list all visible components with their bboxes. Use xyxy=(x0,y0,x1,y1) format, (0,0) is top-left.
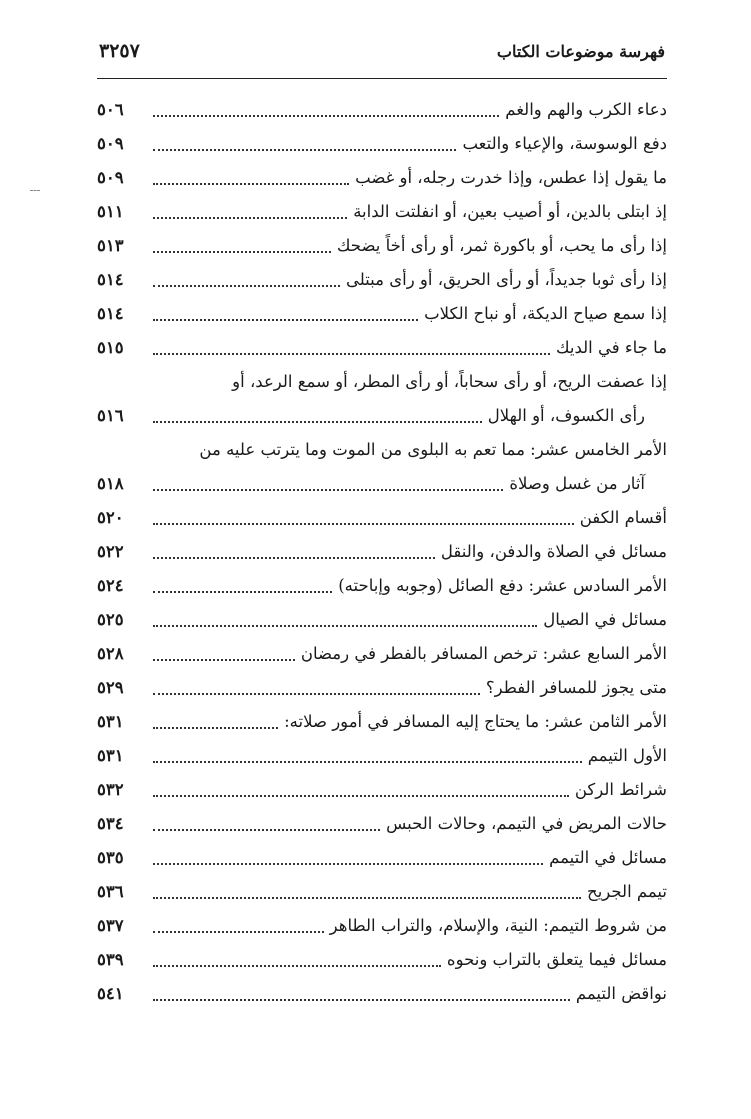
toc-entry-page: ٥٣٧ xyxy=(97,916,124,935)
toc-entry xyxy=(97,671,667,705)
dot-leader xyxy=(153,182,349,185)
toc-entry xyxy=(97,399,667,433)
toc-entry xyxy=(97,637,667,671)
toc-entry xyxy=(97,603,667,637)
dot-leader xyxy=(153,318,418,321)
running-title: فهرسة موضوعات الكتاب xyxy=(496,42,665,61)
toc-entry-title: ما يقول إذا عطس، وإذا خدرت رجله، أو غضب xyxy=(355,168,667,187)
toc-entry-title: مسائل في الصلاة والدفن، والنقل xyxy=(440,542,667,561)
toc-entry xyxy=(97,161,667,195)
toc-entry-title: مسائل في الصيال xyxy=(543,610,667,629)
toc-entry-title: أقسام الكفن xyxy=(579,508,667,527)
toc-entry-page: ٥٣٤ xyxy=(97,814,124,833)
toc-entry-page: ٥٠٩ xyxy=(97,134,124,153)
toc-entry-title: الأمر الثامن عشر: ما يحتاج إليه المسافر في أمور صلاته: xyxy=(284,712,667,731)
toc-entry-page: ٥٠٩ xyxy=(97,168,124,187)
margin-mark xyxy=(30,190,40,191)
toc-entry-title: إذ ابتلى بالدين، أو أصيب بعين، أو انفلتت الدابة xyxy=(353,202,667,221)
toc-entry-page: ٥٣١ xyxy=(97,712,124,731)
dot-leader xyxy=(153,420,482,423)
toc-entry-title-line: الأمر الخامس عشر: مما تعم به البلوى من الموت وما يترتب عليه من xyxy=(199,440,667,459)
toc-entry-page: ٥١٤ xyxy=(97,270,124,289)
toc-entry-page: ٥١٣ xyxy=(97,236,124,255)
toc-entry-page: ٥١١ xyxy=(97,202,124,221)
toc-entry-page: ٥١٦ xyxy=(97,406,124,425)
toc-entry-title: حالات المريض في التيمم، وحالات الحبس xyxy=(386,814,667,833)
toc-entry xyxy=(97,569,667,603)
toc-entry-title: دفع الوسوسة، والإعياء والتعب xyxy=(462,134,667,153)
toc-entry xyxy=(97,195,667,229)
dot-leader xyxy=(153,930,324,933)
toc-entry xyxy=(97,467,667,501)
toc-entry-page: ٥٣٩ xyxy=(97,950,124,969)
toc-entry-title: دعاء الكرب والهم والغم xyxy=(505,100,667,119)
toc-entry-page: ٥١٨ xyxy=(97,474,124,493)
toc-entry xyxy=(97,297,667,331)
toc-entry-page: ٥٢٥ xyxy=(97,610,124,629)
toc-entry xyxy=(97,263,667,297)
dot-leader xyxy=(153,284,340,287)
toc-page xyxy=(97,40,667,1011)
dot-leader xyxy=(153,692,480,695)
toc-entry-page: ٥٢٩ xyxy=(97,678,124,697)
toc-entry-page: ٥٢٨ xyxy=(97,644,124,663)
toc-entry-title: شرائط الركن xyxy=(574,780,667,799)
dot-leader xyxy=(153,760,582,763)
toc-entry xyxy=(97,127,667,161)
toc-entry xyxy=(97,773,667,807)
toc-entry xyxy=(97,229,667,263)
toc-entry-title: متى يجوز للمسافر الفطر؟ xyxy=(485,678,667,697)
toc-entry xyxy=(97,739,667,773)
dot-leader xyxy=(153,998,570,1001)
dot-leader xyxy=(153,590,332,593)
toc-entry-title: إذا رأى ما يحب، أو باكورة ثمر، أو رأى أخاً يضحك xyxy=(336,236,667,255)
toc-entry-title: آثار من غسل وصلاة xyxy=(509,474,645,493)
toc-entry-page: ٥١٤ xyxy=(97,304,124,323)
dot-leader xyxy=(153,352,550,355)
toc-entry-title: مسائل فيما يتعلق بالتراب ونحوه xyxy=(446,950,667,969)
page-header xyxy=(97,40,667,79)
toc-entry xyxy=(97,943,667,977)
toc-entry-title: نواقض التيمم xyxy=(575,984,667,1003)
toc-entry-page: ٥٠٦ xyxy=(97,100,124,119)
toc-entry-page: ٥٣٥ xyxy=(97,848,124,867)
toc-entry-title: إذا سمع صياح الديكة، أو نباح الكلاب xyxy=(424,304,667,323)
dot-leader xyxy=(153,896,581,899)
toc-entry-page: ٥٣٦ xyxy=(97,882,124,901)
dot-leader xyxy=(153,658,295,661)
toc-entry xyxy=(97,875,667,909)
toc-entry-page: ٥٢٤ xyxy=(97,576,124,595)
dot-leader xyxy=(153,488,503,491)
dot-leader xyxy=(153,726,278,729)
toc-entry-page: ٥٢٠ xyxy=(97,508,124,527)
toc-entry xyxy=(97,93,667,127)
toc-entry xyxy=(97,841,667,875)
toc-entry-page: ٥٣٢ xyxy=(97,780,124,799)
toc-entry-page: ٥٤١ xyxy=(97,984,124,1003)
toc-entry-title: الأمر السادس عشر: دفع الصائل (وجوبه وإباحته) xyxy=(338,576,667,595)
toc-entry-title: إذا رأى ثوبا جديداً، أو رأى الحريق، أو رأى مبتلى xyxy=(345,270,667,289)
toc-entry-title-line: إذا عصفت الريح، أو رأى سحاباً، أو رأى المطر، أو سمع الرعد، أو xyxy=(232,372,667,391)
toc-entry-page: ٥١٥ xyxy=(97,338,124,357)
toc-entry xyxy=(97,705,667,739)
toc-entry-page: ٥٣١ xyxy=(97,746,124,765)
dot-leader xyxy=(153,964,441,967)
toc-entry-title: مسائل في التيمم xyxy=(549,848,667,867)
toc-entry-title: ما جاء في الديك xyxy=(556,338,667,357)
dot-leader xyxy=(153,114,499,117)
dot-leader xyxy=(153,522,574,525)
page-number: ٣٢٥٧ xyxy=(99,40,140,62)
toc-entry xyxy=(97,909,667,943)
toc-entry-title: الأمر السابع عشر: ترخص المسافر بالفطر في رمضان xyxy=(300,644,667,663)
toc-entry-title: الأول التيمم xyxy=(587,746,667,765)
dot-leader xyxy=(153,862,543,865)
dot-leader xyxy=(153,624,537,627)
toc-entry xyxy=(97,535,667,569)
toc-entry-title: من شروط التيمم: النية، والإسلام، والتراب الطاهر xyxy=(329,916,667,935)
toc-entry xyxy=(97,331,667,365)
table-of-contents xyxy=(97,93,667,1011)
dot-leader xyxy=(153,216,347,219)
toc-entry xyxy=(97,807,667,841)
toc-entry xyxy=(97,501,667,535)
dot-leader xyxy=(153,148,456,151)
toc-entry-title: رأى الكسوف، أو الهلال xyxy=(487,406,645,425)
dot-leader xyxy=(153,794,569,797)
dot-leader xyxy=(153,250,331,253)
toc-entry-title: تيمم الجريح xyxy=(587,882,667,901)
dot-leader xyxy=(153,828,380,831)
toc-entry xyxy=(97,977,667,1011)
toc-entry-page: ٥٢٢ xyxy=(97,542,124,561)
dot-leader xyxy=(153,556,435,559)
